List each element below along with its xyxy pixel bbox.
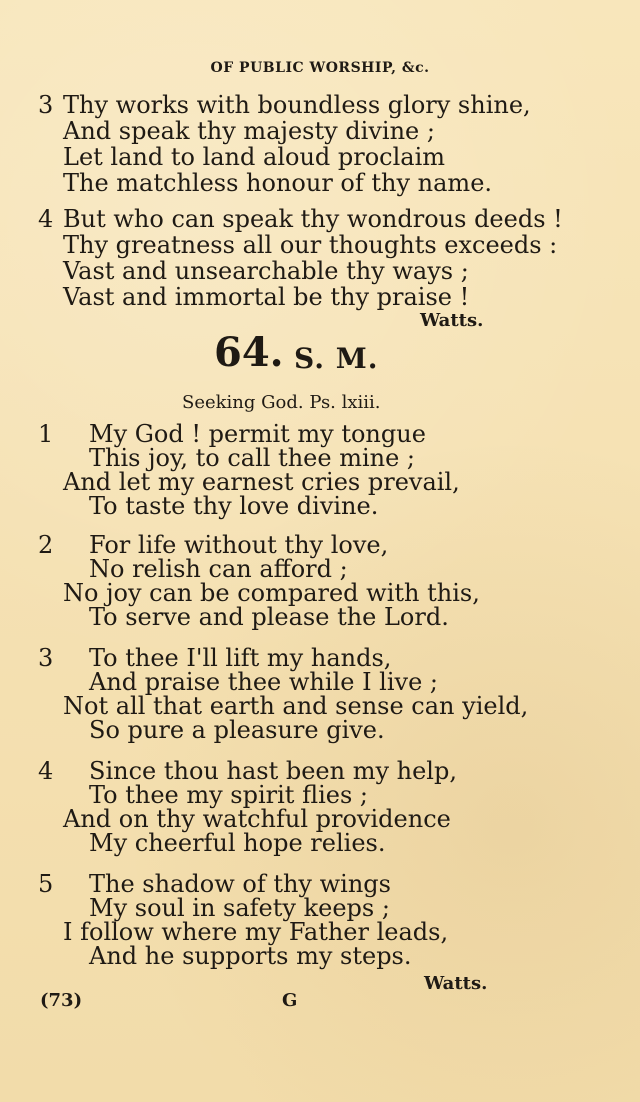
running-header: OF PUBLIC WORSHIP, &c.	[210, 60, 430, 76]
previous-stanza-line: And speak thy majesty divine ;	[63, 117, 435, 145]
previous-stanza-line: Thy works with boundless glory shine,	[63, 91, 531, 119]
previous-stanza-line: Let land to land aloud proclaim	[63, 143, 446, 171]
previous-stanza-number: 4	[38, 205, 54, 233]
previous-stanza-line: The matchless honour of thy name.	[63, 169, 493, 197]
page-number: (73)	[40, 990, 83, 1011]
stanza-number: 1	[38, 420, 54, 448]
stanza-line: And praise thee while I live ;	[89, 668, 439, 696]
previous-stanza-number: 3	[38, 91, 54, 119]
stanza-line: No joy can be compared with this,	[63, 579, 480, 607]
stanza-line: Not all that earth and sense can yield,	[63, 692, 529, 720]
previous-attribution: Watts.	[420, 310, 484, 331]
stanza-number: 3	[38, 644, 54, 672]
hymn-attribution: Watts.	[424, 973, 488, 994]
stanza-line: And on thy watchful providence	[63, 805, 451, 833]
stanza-line: For life without thy love,	[89, 531, 389, 559]
stanza-number: 4	[38, 757, 54, 785]
stanza-line: My God ! permit my tongue	[89, 420, 426, 448]
stanza-line: And he supports my steps.	[89, 942, 412, 970]
stanza-line: My soul in safety keeps ;	[89, 894, 390, 922]
stanza-line: To serve and please the Lord.	[89, 603, 449, 631]
previous-stanza-line: Thy greatness all our thoughts exceeds :	[63, 231, 558, 259]
stanza-line: To thee I'll lift my hands,	[89, 644, 392, 672]
stanza-line: The shadow of thy wings	[89, 870, 391, 898]
previous-stanza-line: But who can speak thy wondrous deeds !	[63, 205, 563, 233]
signature-mark: G	[282, 990, 298, 1011]
hymn-meter: S. M.	[294, 342, 379, 375]
stanza-line: No relish can afford ;	[89, 555, 348, 583]
stanza-line: Since thou hast been my help,	[89, 757, 457, 785]
previous-stanza-line: Vast and unsearchable thy ways ;	[63, 257, 469, 285]
hymn-subtitle: Seeking God. Ps. lxiii.	[182, 392, 381, 413]
stanza-line: I follow where my Father leads,	[63, 918, 449, 946]
stanza-number: 5	[38, 870, 54, 898]
stanza-line: And let my earnest cries prevail,	[63, 468, 460, 496]
hymn-number: 64.	[214, 329, 284, 376]
stanza-line: This joy, to call thee mine ;	[89, 444, 416, 472]
stanza-line: To thee my spirit flies ;	[89, 781, 368, 809]
stanza-line: To taste thy love divine.	[89, 492, 379, 520]
stanza-line: My cheerful hope relies.	[89, 829, 386, 857]
stanza-line: So pure a pleasure give.	[89, 716, 385, 744]
previous-stanza-line: Vast and immortal be thy praise !	[63, 283, 470, 311]
stanza-number: 2	[38, 531, 54, 559]
